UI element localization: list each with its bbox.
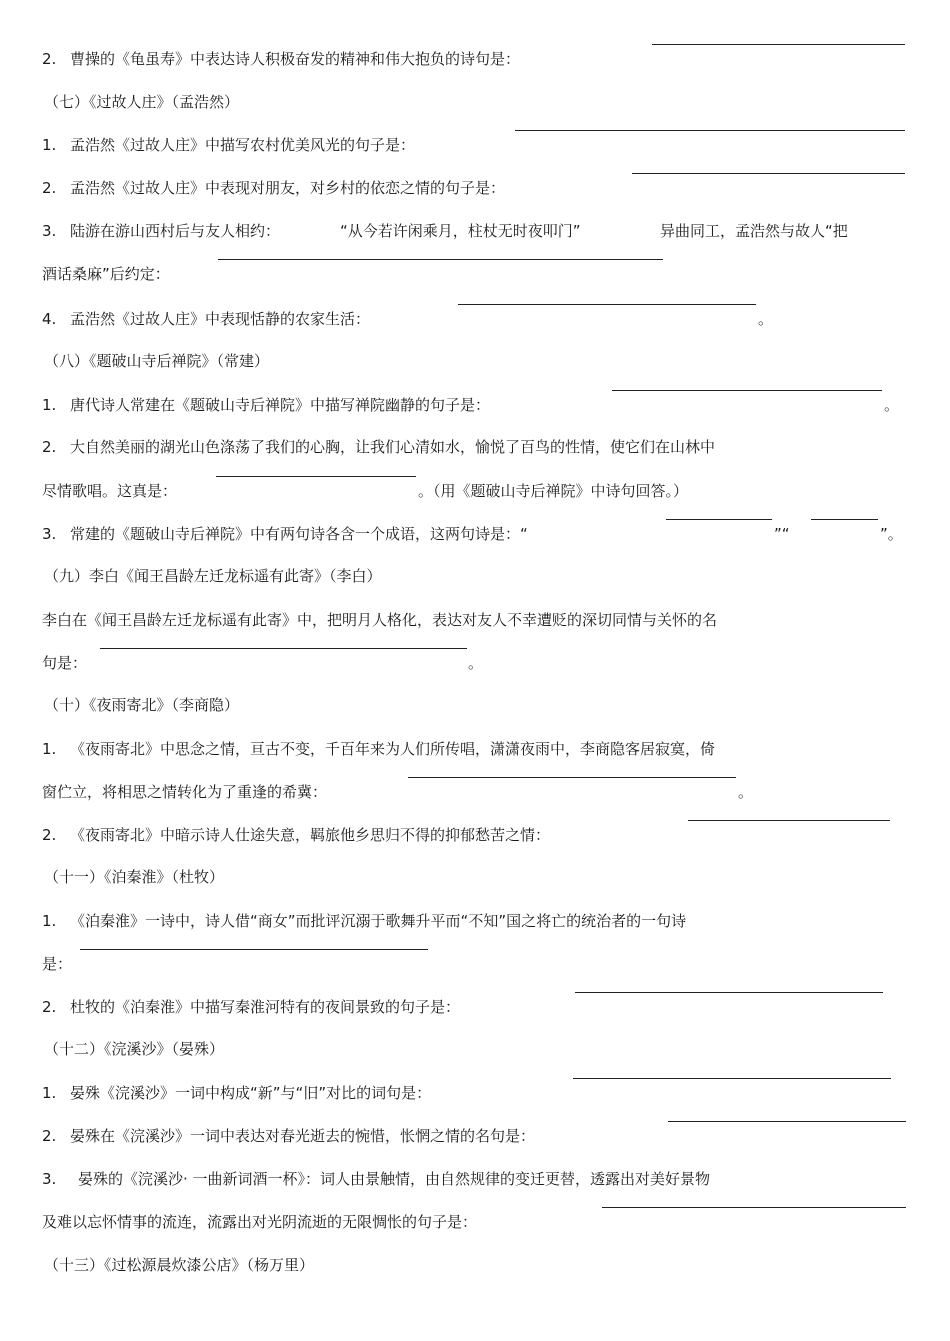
question-line: 句是： 。 — [0, 648, 950, 678]
answer-blank[interactable] — [666, 519, 772, 520]
question-line: 是： — [0, 949, 950, 979]
section-heading: （十一）《泊秦淮》（杜牧） — [44, 868, 225, 886]
section-heading: （八）《题破山寺后禅院》（常建） — [44, 352, 270, 370]
section-heading: （十）《夜雨寄北》（李商隐） — [44, 696, 240, 714]
answer-blank[interactable] — [458, 304, 756, 305]
question-line: 3. 陆游在游山西村后与友人相约： “从今若许闲乘月，柱杖无时夜叩门” 异曲同工，孟浩然与故人“把 — [42, 222, 848, 240]
answer-blank[interactable] — [688, 820, 890, 821]
question-line: 1. 《泊秦淮》一诗中，诗人借“商女”而批评沉溺于歌舞升平而“不知”国之将亡的统治者的一句诗 — [42, 912, 687, 930]
answer-blank[interactable] — [612, 390, 882, 391]
answer-blank[interactable] — [575, 992, 883, 993]
section-heading: （十三）《过松源晨炊漆公店》（杨万里） — [44, 1256, 315, 1274]
question-line: 1. 晏殊《浣溪沙》一词中构成“新”与“旧”对比的词句是： — [0, 1078, 950, 1108]
question-line: 及难以忘怀情事的流连，流露出对光阴流逝的无限惆怅的句子是： — [0, 1207, 950, 1237]
answer-blank[interactable] — [100, 648, 467, 649]
question-line: 2. 曹操的《龟虽寿》中表达诗人积极奋发的精神和伟大抱负的诗句是： — [0, 44, 950, 74]
answer-blank[interactable] — [668, 1121, 906, 1122]
question-line: 2. 孟浩然《过故人庄》中表现对朋友，对乡村的依恋之情的句子是： — [0, 173, 950, 203]
question-line: 李白在《闻王昌龄左迁龙标遥有此寄》中，把明月人格化，表达对友人不幸遭贬的深切同情与关怀的名 — [42, 611, 718, 629]
question-line: 1. 《夜雨寄北》中思念之情，亘古不变，千百年来为人们所传唱，潇潇夜雨中，李商隐客居寂寞，倚 — [42, 740, 716, 758]
answer-blank[interactable] — [632, 173, 905, 174]
section-heading: （九）李白《闻王昌龄左迁龙标遥有此寄》（李白） — [44, 567, 382, 585]
question-line: 3. 晏殊的《浣溪沙· 一曲新词酒一杯》：词人由景触情，由自然规律的变迁更替，透露出对美好景物 — [42, 1170, 711, 1188]
question-line: 尽情歌唱。这真是： 。（用《题破山寺后禅院》中诗句回答。） — [0, 476, 950, 506]
answer-blank[interactable] — [408, 777, 736, 778]
answer-blank[interactable] — [573, 1078, 891, 1079]
answer-blank[interactable] — [652, 44, 905, 45]
answer-blank[interactable] — [515, 130, 905, 131]
section-heading: （十二）《浣溪沙》（晏殊） — [44, 1040, 225, 1058]
answer-blank[interactable] — [216, 476, 416, 477]
question-line: 1. 孟浩然《过故人庄》中描写农村优美风光的句子是： — [0, 130, 950, 160]
question-line: 酒话桑麻”后约定： — [0, 259, 950, 289]
question-line: 2. 晏殊在《浣溪沙》一词中表达对春光逝去的惋惜，怅惘之情的名句是： — [0, 1121, 950, 1151]
question-line: 窗伫立，将相思之情转化为了重逢的希冀： 。 — [0, 777, 950, 807]
answer-blank[interactable] — [218, 259, 663, 260]
section-heading: （七）《过故人庄》（孟浩然） — [44, 93, 240, 111]
answer-blank[interactable] — [602, 1207, 906, 1208]
question-line: 3. 常建的《题破山寺后禅院》中有两句诗各含一个成语，这两句诗是：“ ”“ ”。 — [0, 519, 950, 549]
question-line: 2. 《夜雨寄北》中暗示诗人仕途失意，羁旅他乡思归不得的抑郁愁苦之情： — [0, 820, 950, 850]
question-line: 2. 杜牧的《泊秦淮》中描写秦淮河特有的夜间景致的句子是： — [0, 992, 950, 1022]
question-line: 2. 大自然美丽的湖光山色涤荡了我们的心胸，让我们心清如水，愉悦了百鸟的性情，使它们在山林中 — [42, 438, 716, 456]
answer-blank[interactable] — [80, 949, 428, 950]
answer-blank[interactable] — [811, 519, 878, 520]
question-line: 4. 孟浩然《过故人庄》中表现恬静的农家生活： 。 — [0, 304, 950, 334]
question-line: 1. 唐代诗人常建在《题破山寺后禅院》中描写禅院幽静的句子是： 。 — [0, 390, 950, 420]
